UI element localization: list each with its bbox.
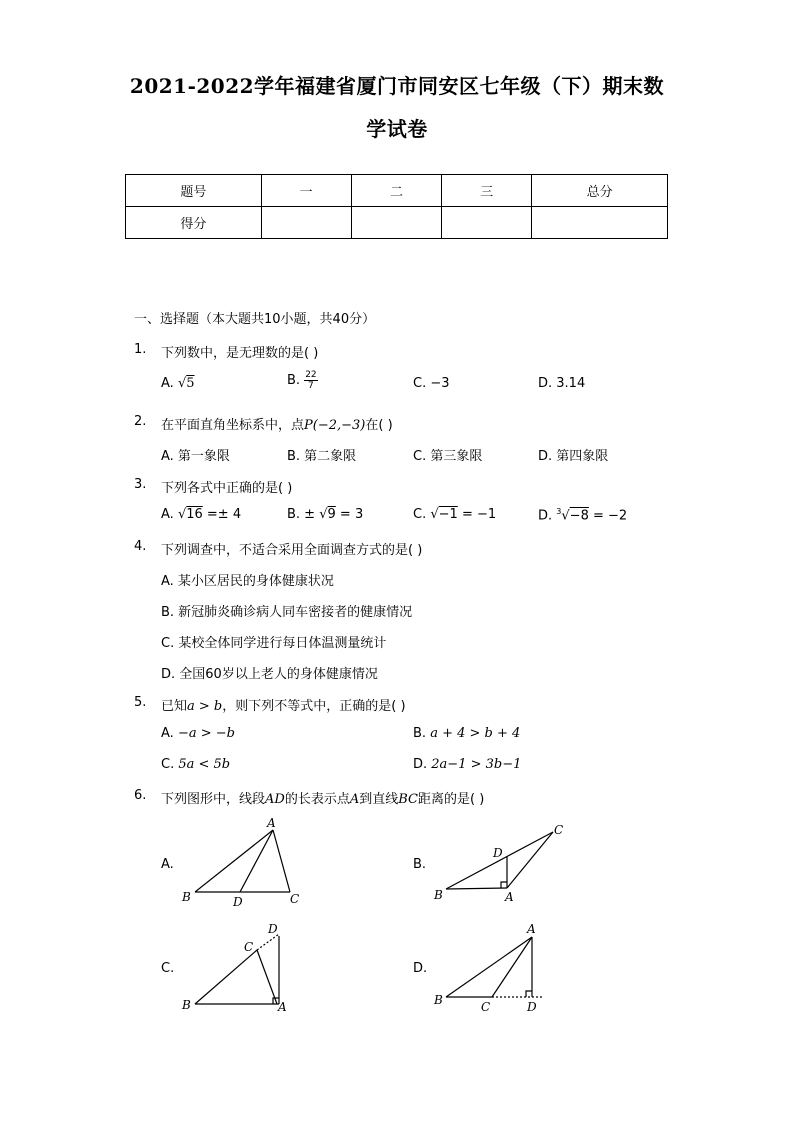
- page-title-line2: 学试卷: [366, 117, 428, 141]
- text-part: 已知: [161, 699, 188, 714]
- label-a: A: [527, 922, 536, 936]
- math-expr: a + 4 > b + 4: [430, 726, 521, 741]
- option-a: A. 某小区居民的身体健康状况: [161, 574, 334, 589]
- question-text: [161, 788, 484, 807]
- text-part: = 3: [335, 507, 364, 522]
- fraction: [304, 370, 317, 391]
- figure-a: [180, 816, 310, 911]
- math-expr: BC: [398, 792, 418, 807]
- option-a: A. 第一象限: [161, 449, 230, 464]
- text-part: 的长表示点: [284, 792, 350, 807]
- question-text: [161, 695, 406, 714]
- question-number: 6.: [134, 788, 147, 803]
- option-label: A.: [161, 376, 178, 391]
- radicand: −8: [569, 508, 589, 524]
- option-label: B.: [287, 373, 305, 388]
- math-expr: AD: [265, 792, 285, 807]
- label-c: C: [554, 823, 564, 837]
- option-b: [413, 726, 520, 741]
- score-header-cell: 一: [261, 175, 351, 207]
- option-a: [161, 507, 241, 522]
- segment-ac: [273, 830, 290, 892]
- right-angle-mark: [501, 882, 507, 888]
- label-b: B: [182, 890, 191, 904]
- question-text: 下列各式中正确的是( ): [161, 481, 293, 496]
- label-d: D: [268, 922, 278, 936]
- math-expr: 2a−1 > 3b−1: [431, 757, 522, 772]
- segment-ca: [492, 937, 532, 997]
- option-label: D.: [413, 757, 432, 772]
- score-cell: [261, 207, 351, 239]
- math-expr: a > b: [187, 699, 223, 714]
- figure-d: [430, 920, 560, 1020]
- score-header-cell: 三: [442, 175, 532, 207]
- question-number: 2.: [134, 414, 147, 429]
- option-label: C.: [413, 507, 431, 522]
- text-part: 在( ): [365, 418, 393, 433]
- option-b: [287, 370, 318, 391]
- option-label: D.: [538, 508, 557, 524]
- segment-bc: [195, 950, 257, 1004]
- radicand: 9: [327, 507, 336, 522]
- option-c: [161, 757, 230, 772]
- option-label: A.: [161, 726, 178, 741]
- sqrt-symbol: √: [319, 507, 328, 522]
- math-expr: 5a < 5b: [178, 757, 231, 772]
- question-text: 下列数中，是无理数的是( ): [161, 346, 319, 361]
- label-b: B: [182, 998, 191, 1012]
- option-d: [413, 757, 521, 772]
- option-b: B. 新冠肺炎确诊病人同车密接者的健康情况: [161, 605, 413, 620]
- sqrt-symbol: √: [177, 507, 187, 522]
- option-label: B.: [413, 726, 431, 741]
- option-c: C. 某校全体同学进行每日体温测量统计: [161, 636, 387, 651]
- score-header-cell: 二: [351, 175, 442, 207]
- option-label: B. ±: [287, 507, 320, 522]
- score-row-label: 得分: [126, 207, 262, 239]
- score-table: [125, 174, 668, 239]
- sqrt-symbol: √: [177, 376, 187, 391]
- segment-bc: [446, 832, 553, 889]
- math-expr: −a > −b: [177, 726, 235, 741]
- math-expr: P(−2,−3): [304, 418, 366, 433]
- segment-ab: [446, 888, 507, 889]
- label-b: B: [434, 993, 443, 1007]
- option-d: D. 全国60岁以上老人的身体健康情况: [161, 667, 378, 682]
- text-part: 下列图形中，线段: [161, 792, 266, 807]
- option-d: [538, 507, 627, 523]
- text-part: 距离的是( ): [418, 792, 485, 807]
- figure-b: [430, 820, 570, 910]
- question-text: [161, 414, 393, 433]
- dashed-extension: [257, 934, 279, 950]
- label-a: A: [267, 816, 276, 830]
- text-part: = −2: [588, 508, 628, 524]
- option-label: C.: [161, 757, 179, 772]
- text-part: =± 4: [202, 507, 242, 522]
- question-number: 3.: [134, 477, 147, 492]
- segment-ab: [195, 830, 273, 892]
- score-cell: [442, 207, 532, 239]
- option-c: [413, 507, 496, 522]
- label-a: A: [278, 1000, 287, 1014]
- root-index: 3: [556, 507, 562, 516]
- score-header-cell: 总分: [532, 175, 668, 207]
- segment-ac: [507, 832, 553, 888]
- option-label: A.: [161, 507, 178, 522]
- score-cell: [532, 207, 668, 239]
- score-table-score-row: [126, 207, 668, 239]
- question-number: 1.: [134, 342, 147, 357]
- label-d: D: [493, 846, 503, 860]
- label-c: C: [244, 940, 254, 954]
- label-b: B: [434, 888, 443, 902]
- option-b: [287, 507, 363, 522]
- segment-ba: [446, 937, 532, 997]
- score-table-header-row: [126, 175, 668, 207]
- option-d: D. 第四象限: [538, 449, 609, 464]
- label-c: C: [481, 1000, 491, 1014]
- score-header-cell: 题号: [126, 175, 262, 207]
- label-a: A: [505, 890, 514, 904]
- option-a: [161, 726, 235, 741]
- text-part: ，则下列不等式中，正确的是( ): [222, 699, 406, 714]
- fraction-denominator: 7: [308, 381, 314, 391]
- math-expr: A: [349, 792, 360, 807]
- option-d: D.: [413, 961, 428, 976]
- option-d: D. 3.14: [538, 376, 586, 391]
- option-b: B. 第二象限: [287, 449, 357, 464]
- text-part: 到直线: [359, 792, 399, 807]
- question-number: 4.: [134, 539, 147, 554]
- option-c: C. −3: [413, 376, 450, 391]
- figure-c: [180, 920, 300, 1020]
- label-c: C: [290, 892, 300, 906]
- section-heading: 一、选择题（本大题共10小题，共40分）: [134, 312, 376, 327]
- sqrt-symbol: √: [430, 507, 439, 522]
- option-b: B.: [413, 857, 427, 872]
- radicand: −1: [438, 507, 458, 522]
- question-number: 5.: [134, 695, 147, 710]
- option-c: C.: [161, 961, 175, 976]
- label-d: D: [233, 895, 243, 909]
- fraction-numerator: 22: [305, 370, 317, 380]
- option-a: A.: [161, 857, 174, 872]
- radicand: 16: [186, 507, 203, 522]
- text-part: = −1: [457, 507, 497, 522]
- radicand: 5: [186, 376, 195, 391]
- option-c: C. 第三象限: [413, 449, 483, 464]
- option-a: [161, 376, 195, 391]
- label-d: D: [527, 1000, 537, 1014]
- segment-ad: [240, 830, 273, 892]
- right-angle-mark: [526, 991, 532, 997]
- question-text: 下列调查中，不适合采用全面调查方式的是( ): [161, 543, 423, 558]
- sqrt-symbol: √: [561, 508, 570, 524]
- segment-ca: [257, 950, 277, 1004]
- text-part: 在平面直角坐标系中，点: [161, 418, 305, 433]
- page-title-line1: 2021-2022学年福建省厦门市同安区七年级（下）期末数: [129, 74, 665, 98]
- score-cell: [351, 207, 442, 239]
